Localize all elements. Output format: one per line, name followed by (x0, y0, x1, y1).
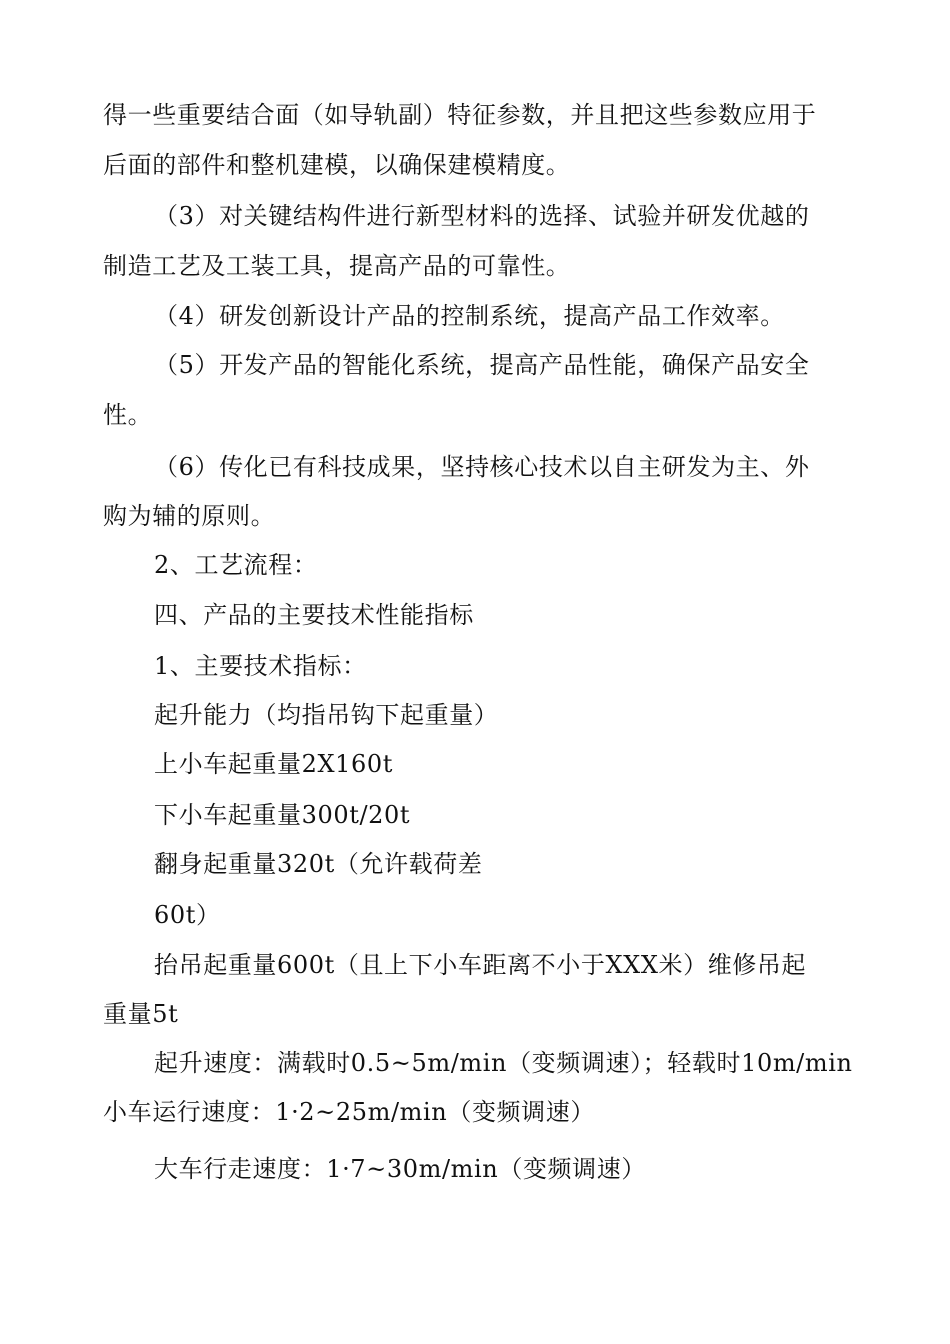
section-heading: 2、工艺流程： (154, 551, 318, 579)
paragraph-line: 制造工艺及工装工具，提高产品的可靠性。 (103, 252, 571, 280)
paragraph-line: 后面的部件和整机建模，以确保建模精度。 (103, 151, 571, 179)
spec-line: 起升能力（均指吊钩下起重量） (154, 701, 499, 729)
spec-line: 重量5t (103, 1000, 179, 1028)
paragraph-line: （3）对关键结构件进行新型材料的选择、试验并研发优越的 (154, 202, 810, 230)
paragraph-line: （5）开发产品的智能化系统，提高产品性能，确保产品安全 (154, 351, 810, 379)
paragraph-line: 得一些重要结合面（如导轨副）特征参数，并且把这些参数应用于 (103, 101, 817, 129)
spec-line: 起升速度：满载时0.5~5m/min（变频调速）；轻载时10m/min (154, 1049, 853, 1077)
spec-line: 60t） (154, 901, 221, 929)
spec-line: 上小车起重量2X160t (154, 750, 394, 778)
spec-line: 下小车起重量300t/20t (154, 801, 411, 829)
section-heading: 1、主要技术指标： (154, 652, 367, 680)
spec-line: 翻身起重量320t（允许载荷差 (154, 850, 483, 878)
spec-line: 抬吊起重量600t（且上下小车距离不小于XXX米）维修吊起 (154, 951, 807, 979)
paragraph-line: 性。 (103, 401, 153, 429)
paragraph-line: （6）传化已有科技成果，坚持核心技术以自主研发为主、外 (154, 453, 810, 481)
paragraph-line: 购为辅的原则。 (103, 502, 276, 530)
spec-line: 大车行走速度：1·7~30m/min（变频调速） (154, 1155, 646, 1183)
section-heading: 四、产品的主要技术性能指标 (154, 601, 474, 629)
spec-line: 小车运行速度：1·2~25m/min（变频调速） (103, 1098, 595, 1126)
paragraph-line: （4）研发创新设计产品的控制系统，提高产品工作效率。 (154, 302, 785, 330)
